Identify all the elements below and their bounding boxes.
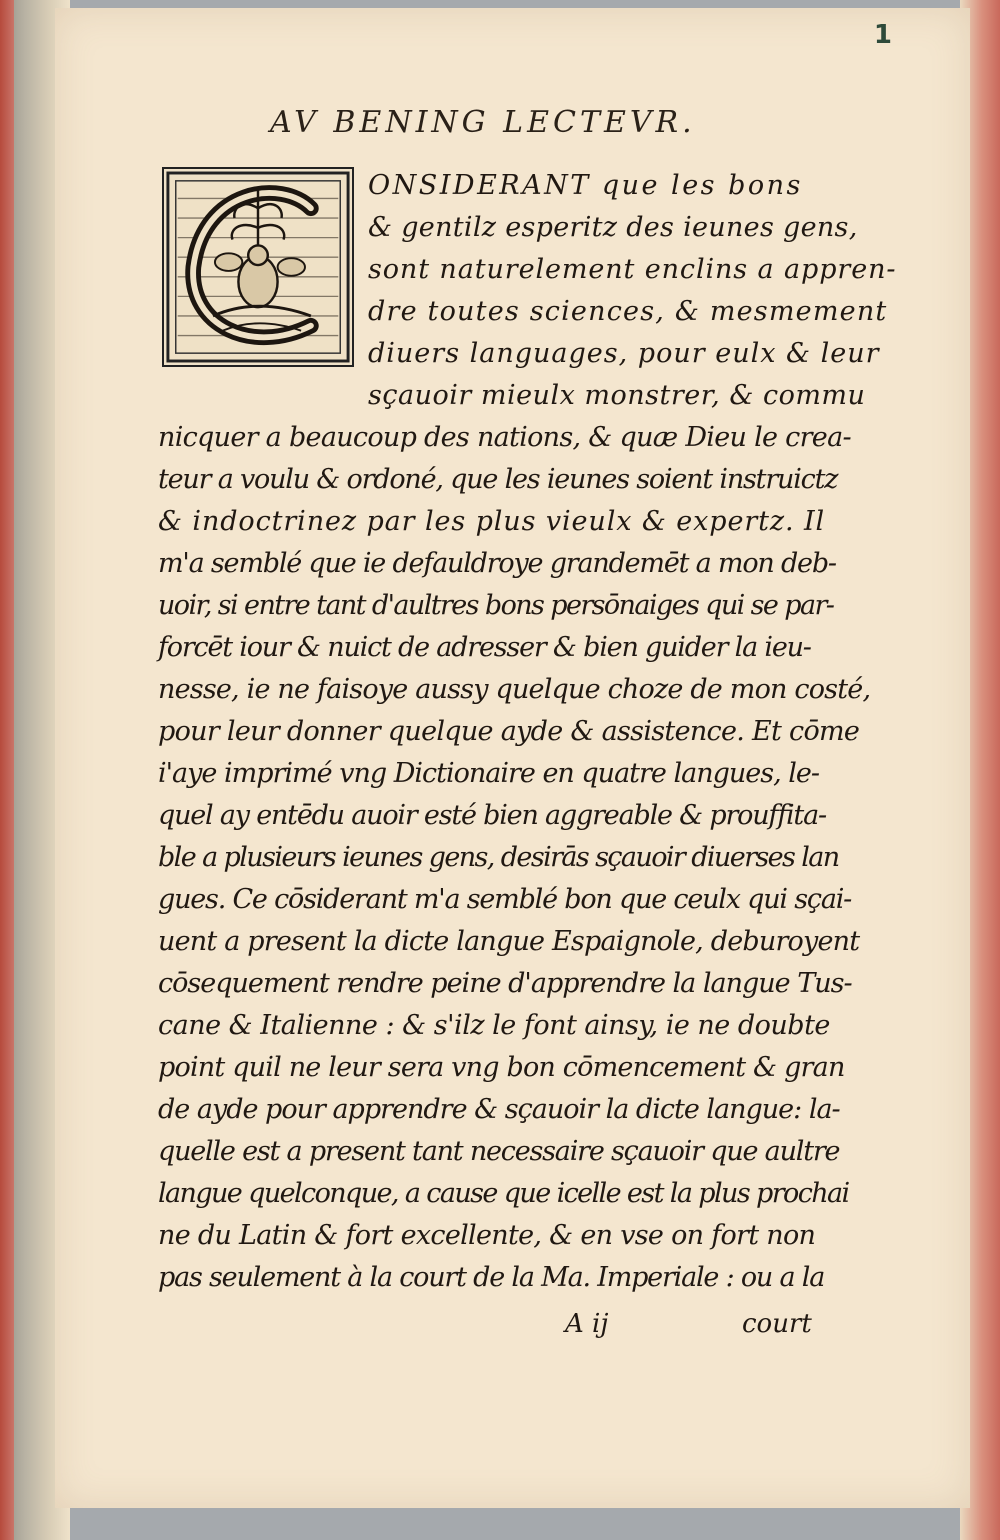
folio-mark: 1 — [873, 20, 892, 50]
text-line-18: gues. Ce cōsiderant m'a semblé bon que ceulx qui sçai- — [158, 884, 852, 915]
red-binding-edge — [0, 0, 14, 1540]
text-line-19: uent a present la dicte langue Espaignole, deburoyent — [158, 926, 860, 957]
signature-mark: A ij — [565, 1309, 609, 1339]
text-line-25: langue quelconque, a cause que icelle est la plus prochai — [158, 1178, 849, 1209]
catchword: court — [742, 1309, 812, 1339]
woodcut-initial-icon — [164, 169, 352, 365]
text-line-8: teur a voulu & ordoné, que les ieunes soient instruictz — [158, 464, 838, 495]
text-line-3: sont naturelement enclins a appren- — [368, 254, 897, 285]
text-line-24: quelle est a present tant necessaire sçauoir que aultre — [158, 1136, 840, 1167]
text-line-7: nicquer a beaucoup des nations, & quæ Dieu le crea- — [158, 422, 851, 453]
text-line-11: uoir, si entre tant d'aultres bons persōnaiges qui se par- — [158, 590, 834, 621]
text-line-27: pas seulement à la court de la Ma. Imperiale : ou a la — [158, 1262, 825, 1293]
decorated-initial — [162, 167, 354, 367]
text-line-21: cane & Italienne : & s'ilz le font ainsy, ie ne doubte — [158, 1010, 830, 1041]
text-line-2: & gentilz esperitz des ieunes gens, — [368, 212, 858, 243]
text-line-17: ble a plusieurs ieunes gens, desirās sçauoir diuerses lan — [158, 842, 839, 873]
text-line-12: forcēt iour & nuict de adresser & bien guider la ieu- — [158, 632, 811, 663]
text-line-22: point quil ne leur sera vng bon cōmencement & gran — [158, 1052, 845, 1083]
text-line-10: m'a semblé que ie defauldroye grandemēt a mon deb- — [158, 548, 836, 579]
text-line-6: sçauoir mieulx monstrer, & commu — [368, 380, 866, 411]
text-line-20: cōsequement rendre peine d'apprendre la langue Tus- — [158, 968, 852, 999]
text-line-1: ONSIDERANT que les bons — [368, 170, 803, 201]
text-line-13: nesse, ie ne faisoye aussy quelque choze de mon costé, — [158, 674, 871, 705]
running-head: AV BENING LECTEVR. — [270, 105, 696, 140]
text-line-26: ne du Latin & fort excellente, & en vse on fort non — [158, 1220, 816, 1251]
text-line-9: & indoctrinez par les plus vieulx & expertz. Il — [158, 506, 826, 537]
text-line-14: pour leur donner quelque ayde & assistence. Et cōme — [158, 716, 860, 747]
text-line-23: de ayde pour apprendre & sçauoir la dicte langue: la- — [158, 1094, 840, 1125]
text-line-15: i'aye imprimé vng Dictionaire en quatre langues, le- — [158, 758, 820, 789]
text-line-16: quel ay entēdu auoir esté bien aggreable & prouffita- — [158, 800, 826, 831]
text-line-5: diuers languages, pour eulx & leur — [368, 338, 880, 369]
text-line-4: dre toutes sciences, & mesmement — [368, 296, 888, 327]
